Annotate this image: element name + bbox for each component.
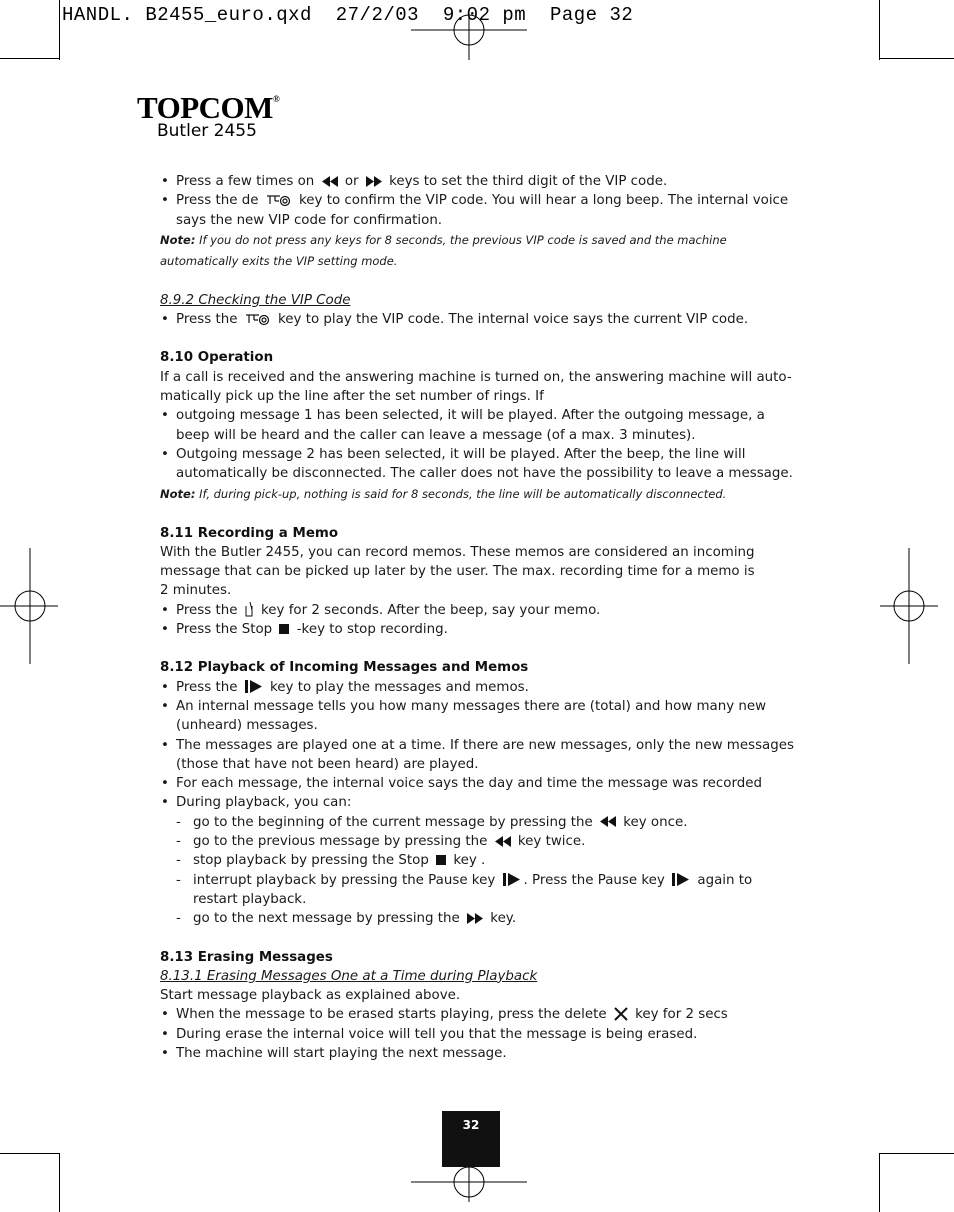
page-number: 32: [442, 1111, 500, 1167]
section-heading: 8.11 Recording a Memo: [160, 525, 339, 541]
list-item: • During erase the internal voice will tell you that the message is being erased.: [160, 1025, 800, 1044]
list-item: • outgoing message 1 has been selected, it will be played. After the outgoing message, a beep will be heard and the caller can leave a message (of a max. 3 minutes).: [160, 406, 800, 445]
list-item: - go to the beginning of the current message by pressing the key once.: [160, 813, 800, 832]
list-item: - go to the next message by pressing the key.: [160, 909, 800, 928]
list-item: • The machine will start playing the next message.: [160, 1044, 800, 1063]
list-item: - interrupt playback by pressing the Pause key . Press the Pause key again to restart playback.: [160, 871, 800, 910]
section-subheading: 8.13.1 Erasing Messages One at a Time during Playback: [160, 968, 538, 984]
play-pause-icon: [672, 873, 690, 886]
fast-forward-icon: [467, 913, 483, 924]
paragraph: Start message playback as explained above.: [160, 988, 461, 1004]
play-pause-icon: [245, 680, 263, 693]
list-item: • The messages are played one at a time. If there are new messages, only the new messages (those that have not been heard) are played.: [160, 736, 800, 775]
list-item: - stop playback by pressing the Stop key .: [160, 851, 800, 870]
list-item: • For each message, the internal voice says the day and time the message was recorded: [160, 774, 800, 793]
list-item: - go to the previous message by pressing the key twice.: [160, 832, 800, 851]
rewind-icon: [600, 816, 616, 827]
model-name: Butler 2455: [157, 121, 257, 141]
fast-forward-icon: [366, 176, 382, 187]
vip-key-icon: [245, 312, 271, 326]
note: Note: If, during pick-up, nothing is said for 8 seconds, the line will be automatically disconnected.: [160, 486, 727, 501]
paragraph: With the Butler 2455, you can record memos. These memos are considered an incoming message that can be picked up later by the user. The max. recording time for a memo is 2 minutes.: [160, 544, 755, 599]
print-slug: HANDL. B2455_euro.qxd 27/2/03 9:02 pm Page 32: [62, 4, 634, 26]
play-pause-icon: [503, 873, 521, 886]
section-subheading: 8.9.2 Checking the VIP Code: [160, 292, 351, 308]
list-item: • Press the key for 2 seconds. After the beep, say your memo.: [160, 601, 800, 620]
registration-mark-left: [0, 548, 58, 664]
list-item: • Press the key to play the VIP code. The internal voice says the current VIP code.: [160, 310, 800, 329]
list-item: • Press the key to play the messages and memos.: [160, 678, 800, 697]
rewind-icon: [495, 836, 511, 847]
brand-logo-text: TOPCOM: [137, 90, 273, 125]
list-item: • During playback, you can:: [160, 793, 800, 812]
list-item: • Outgoing message 2 has been selected, it will be played. After the beep, the line will automatically be disconnected. The caller does not have the possibility to leave a message.: [160, 445, 800, 484]
list-item: • Press a few times on or keys to set the third digit of the VIP code.: [160, 172, 800, 191]
section-heading: 8.10 Operation: [160, 350, 274, 366]
list-item: • When the message to be erased starts playing, press the delete key for 2 secs: [160, 1005, 800, 1024]
registration-mark-top: [411, 10, 527, 60]
list-item: • Press the Stop -key to stop recording.: [160, 620, 800, 639]
vip-key-icon: [266, 193, 292, 207]
paragraph: If a call is received and the answering machine is turned on, the answering machine will auto-matically pick up the line after the set number of rings. If: [160, 369, 792, 405]
rewind-icon: [322, 176, 338, 187]
manual-content: [160, 172, 800, 1063]
list-item: • Press the de key to confirm the VIP code. You will hear a long beep. The internal voice says the new VIP code for confirmation.: [160, 191, 800, 230]
note: Note: If you do not press any keys for 8 seconds, the previous VIP code is saved and the machine automatically exits the VIP setting mode.: [160, 232, 727, 268]
delete-icon: [614, 1007, 628, 1021]
section-heading: 8.13 Erasing Messages: [160, 949, 333, 965]
stop-icon: [436, 855, 446, 865]
stop-icon: [279, 624, 289, 634]
brand-logo: TOPCOM®: [137, 90, 280, 125]
registration-mark-right: [880, 548, 938, 664]
list-item: • An internal message tells you how many messages there are (total) and how many new (unheard) messages.: [160, 697, 800, 736]
section-heading: 8.12 Playback of Incoming Messages and Memos: [160, 660, 529, 676]
memo-icon: [245, 602, 254, 618]
